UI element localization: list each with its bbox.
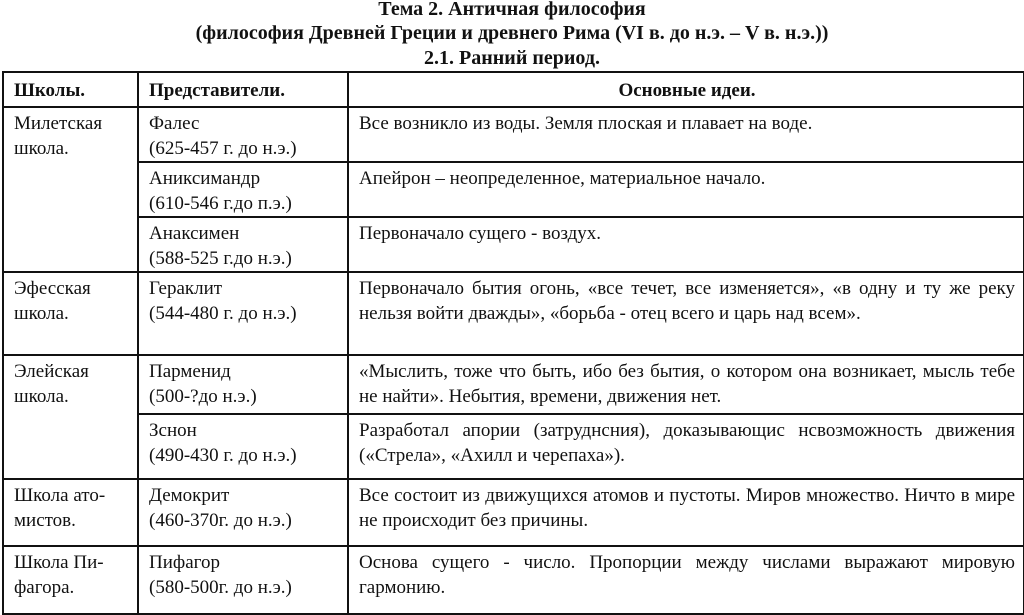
representative-cell (138, 355, 348, 414)
representative-dates: (610-546 г.до п.э.) (149, 193, 292, 214)
representative-name: Анаксимен (149, 223, 240, 244)
representative-dates: (544-480 г. до н.э.) (149, 303, 297, 324)
header-ideas: Основные идеи. (348, 72, 1024, 107)
school-cell (3, 479, 138, 546)
table-row (3, 107, 1024, 162)
representative-name: Аниксимандр (149, 168, 261, 189)
header-representatives: Представители. (138, 72, 348, 107)
table-row (3, 355, 1024, 414)
table-row (3, 546, 1024, 614)
school-name-line: Школа ато- (14, 485, 106, 506)
table-row (3, 479, 1024, 546)
idea-text: Все состоит из движущихся атомов и пустоты. Миров множество. Ничто в мире не происходит без причины. (359, 485, 1015, 531)
table-header-row (3, 72, 1024, 107)
idea-text: Первоначало сущего - воздух. (359, 223, 602, 244)
table-row (3, 272, 1024, 355)
idea-text: Первоначало бытия огонь, «все течет, все изменяется», «в одну и ту же реку нельзя войти дважды», «борьба - отец всего и царь над всем». (359, 278, 1015, 324)
representative-name: Пифагор (149, 552, 220, 573)
header-schools: Школы. (3, 72, 138, 107)
idea-cell (348, 414, 1024, 479)
representative-cell (138, 217, 348, 272)
idea-cell (348, 272, 1024, 355)
school-name-line: Элейская (14, 361, 89, 382)
representative-cell (138, 479, 348, 546)
school-cell (3, 355, 138, 479)
representative-name: Парменид (149, 361, 231, 382)
idea-text: Все возникло из воды. Земля плоская и плавает на воде. (359, 113, 813, 134)
section-title: 2.1. Ранний период. (424, 47, 600, 69)
school-name-line: фагора. (14, 577, 75, 598)
representative-name: Зснон (149, 420, 197, 441)
representative-cell (138, 546, 348, 614)
school-name-line: Милетская (14, 113, 103, 134)
representative-cell (138, 162, 348, 217)
school-name-line: мистов. (14, 510, 76, 531)
page-subtitle: (философия Древней Греции и древнего Рима (VI в. до н.э. – V в. н.э.)) (195, 22, 829, 44)
idea-cell (348, 479, 1024, 546)
school-name-line: Школа Пи- (14, 552, 104, 573)
representative-cell (138, 107, 348, 162)
representative-dates: (490-430 г. до н.э.) (149, 445, 297, 466)
representative-dates: (580-500г. до н.э.) (149, 577, 292, 598)
page-title: Тема 2. Античная философия (378, 0, 646, 20)
idea-text: Апейрон – неопределенное, материальное начало. (359, 168, 766, 189)
school-name-line: школа. (14, 303, 69, 324)
philosophy-table (2, 71, 1024, 615)
idea-cell (348, 355, 1024, 414)
representative-dates: (460-370г. до н.э.) (149, 510, 292, 531)
idea-cell (348, 162, 1024, 217)
idea-text: «Мыслить, тоже что быть, ибо без бытия, о котором она возникает, мысль тебе не найти». Небытия, времени, движения нет. (359, 361, 1015, 407)
school-cell (3, 546, 138, 614)
table-row (3, 217, 1024, 272)
school-name-line: Эфесская (14, 278, 91, 299)
representative-cell (138, 414, 348, 479)
representative-cell (138, 272, 348, 355)
idea-text: Разработал апории (затруднсния), доказывающис нсвозможность движения («Стрела», «Ахилл и черепаха»). (359, 420, 1015, 466)
idea-cell (348, 217, 1024, 272)
idea-cell (348, 107, 1024, 162)
school-name-line: школа. (14, 386, 69, 407)
idea-text: Основа сущего - число. Пропорции между числами выражают мировую гармонию. (359, 552, 1015, 598)
representative-dates: (625-457 г. до н.э.) (149, 138, 297, 159)
school-cell (3, 272, 138, 355)
representative-dates: (500-?до н.э.) (149, 386, 257, 407)
representative-name: Фалес (149, 113, 200, 134)
table-row (3, 162, 1024, 217)
school-name-line: школа. (14, 138, 69, 159)
table-row (3, 414, 1024, 479)
representative-name: Гераклит (149, 278, 223, 299)
school-cell (3, 107, 138, 272)
representative-name: Демокрит (149, 485, 230, 506)
idea-cell (348, 546, 1024, 614)
representative-dates: (588-525 г.до н.э.) (149, 248, 292, 269)
